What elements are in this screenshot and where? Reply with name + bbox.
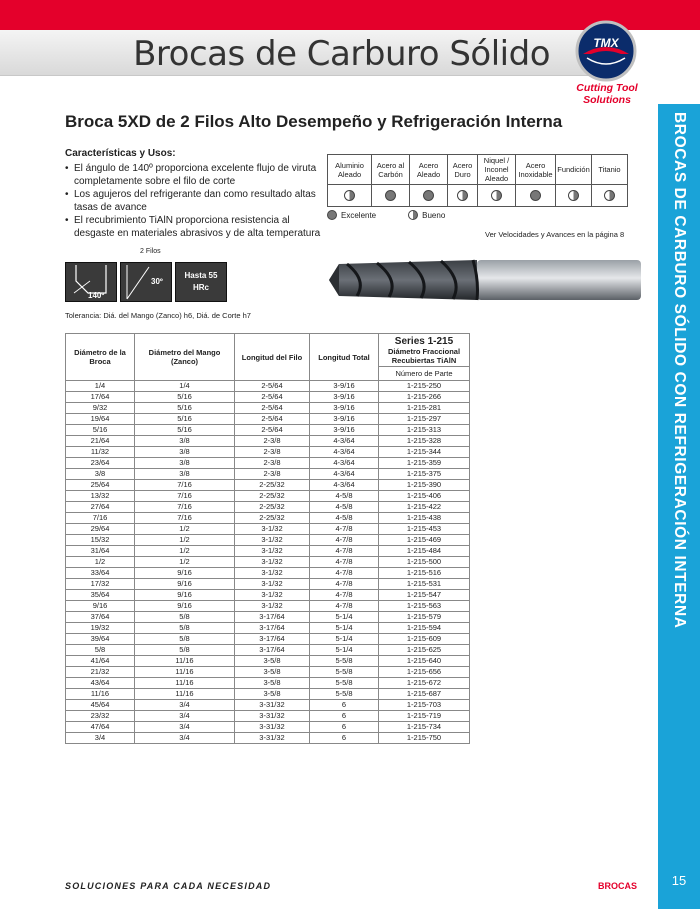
table-cell: 3-9/16: [310, 414, 379, 425]
table-cell: 2-3/8: [235, 447, 310, 458]
table-row: [66, 381, 470, 392]
table-cell: 1/4: [66, 381, 135, 392]
table-cell: 1-215-281: [379, 403, 470, 414]
point-angle-label: 140º: [88, 291, 105, 300]
table-cell: 5/16: [66, 425, 135, 436]
hardness-label-2: HRc: [192, 283, 209, 292]
page-title: Brocas de Carburo Sólido: [133, 34, 550, 74]
table-cell: 1/2: [66, 557, 135, 568]
table-cell: 4-3/64: [310, 469, 379, 480]
table-cell: 2-5/64: [235, 381, 310, 392]
product-description: de 2 Filos Alto Desempeño y Refrigeración Interna: [155, 112, 563, 131]
table-cell: 1-215-375: [379, 469, 470, 480]
feature-item: • El ángulo de 140º proporciona excelente flujo de viruta completamente sobre el filo de corte: [65, 162, 325, 188]
footer-section: BROCAS: [598, 881, 638, 891]
logo-caption-top: Cutting Tool: [576, 82, 638, 94]
tolerance-note: Tolerancia: Diá. del Mango (Zanco) h6, Diá. de Corte h7: [65, 311, 251, 320]
legend-excellent: Excelente: [341, 210, 377, 220]
table-row: [66, 546, 470, 557]
series-header: [379, 334, 470, 367]
table-cell: 7/16: [135, 480, 235, 491]
rating-icon: [568, 190, 579, 201]
table-cell: 3-1/32: [235, 546, 310, 557]
table-row: [66, 590, 470, 601]
table-cell: 37/64: [66, 612, 135, 623]
table-cell: 1-215-500: [379, 557, 470, 568]
table-cell: 1-215-328: [379, 436, 470, 447]
table-cell: 3/8: [135, 447, 235, 458]
table-cell: 1/2: [135, 557, 235, 568]
table-cell: 4-7/8: [310, 535, 379, 546]
table-row: [66, 458, 470, 469]
table-cell: 6: [310, 700, 379, 711]
table-row: [66, 667, 470, 678]
table-row: [66, 678, 470, 689]
material-header: Aluminio Aleado: [328, 155, 372, 185]
table-cell: 11/16: [135, 678, 235, 689]
table-cell: 4-3/64: [310, 447, 379, 458]
feature-item: • Los agujeros del refrigerante dan como resultado altas tasas de avance: [65, 188, 325, 214]
logo-caption-bottom: Solutions: [583, 94, 631, 106]
table-cell: 47/64: [66, 722, 135, 733]
table-cell: 1-215-406: [379, 491, 470, 502]
part-number-header: Número de Parte: [379, 367, 470, 381]
tmx-logo: [575, 20, 637, 82]
table-cell: 4-7/8: [310, 546, 379, 557]
table-row: [66, 579, 470, 590]
table-cell: 3/8: [66, 469, 135, 480]
table-cell: 25/64: [66, 480, 135, 491]
table-cell: 19/32: [66, 623, 135, 634]
table-row: [66, 480, 470, 491]
table-cell: 1-215-390: [379, 480, 470, 491]
table-cell: 3-31/32: [235, 733, 310, 744]
material-header: Niquel / Inconel Aleado: [478, 155, 516, 185]
excellent-icon: [327, 210, 337, 220]
rating-icon: [385, 190, 396, 201]
table-cell: 1-215-734: [379, 722, 470, 733]
table-cell: 4-3/64: [310, 458, 379, 469]
table-cell: 1-215-297: [379, 414, 470, 425]
table-cell: 1-215-313: [379, 425, 470, 436]
table-cell: 3-1/32: [235, 524, 310, 535]
table-cell: 11/16: [135, 656, 235, 667]
rating-icon: [491, 190, 502, 201]
table-row: [66, 557, 470, 568]
table-row: [66, 623, 470, 634]
table-cell: 4-3/64: [310, 436, 379, 447]
table-cell: 3-17/64: [235, 623, 310, 634]
table-cell: 1-215-453: [379, 524, 470, 535]
table-cell: 45/64: [66, 700, 135, 711]
col-header: Longitud Total: [310, 334, 379, 381]
table-cell: 1-215-547: [379, 590, 470, 601]
drill-bit-image: [327, 250, 645, 312]
table-cell: 3/4: [66, 733, 135, 744]
table-cell: 7/16: [135, 491, 235, 502]
table-cell: 27/64: [66, 502, 135, 513]
table-cell: 1-215-687: [379, 689, 470, 700]
table-row: [66, 722, 470, 733]
table-cell: 1-215-531: [379, 579, 470, 590]
table-cell: 1-215-579: [379, 612, 470, 623]
table-cell: 4-5/8: [310, 513, 379, 524]
table-cell: 29/64: [66, 524, 135, 535]
table-row: [66, 403, 470, 414]
table-cell: 11/16: [135, 689, 235, 700]
table-cell: 2-5/64: [235, 403, 310, 414]
table-cell: 15/32: [66, 535, 135, 546]
flutes-label: 2 Filos: [140, 248, 161, 255]
table-cell: 3-17/64: [235, 612, 310, 623]
table-cell: 9/16: [135, 568, 235, 579]
features-list: [65, 162, 325, 240]
table-cell: 3-5/8: [235, 678, 310, 689]
side-banner-text: BROCAS DE CARBURO SÓLIDO CON REFRIGERACIÓN INTERNA: [671, 112, 688, 629]
table-row: [66, 612, 470, 623]
table-cell: 1-215-625: [379, 645, 470, 656]
table-cell: 3-31/32: [235, 700, 310, 711]
table-cell: 1-215-640: [379, 656, 470, 667]
table-cell: 2-3/8: [235, 469, 310, 480]
table-cell: 5/8: [135, 623, 235, 634]
table-header-row: [66, 334, 470, 367]
table-cell: 13/32: [66, 491, 135, 502]
page-number: 15: [671, 873, 687, 888]
table-cell: 4-7/8: [310, 524, 379, 535]
table-cell: 1-215-609: [379, 634, 470, 645]
table-row: [66, 568, 470, 579]
table-cell: 3-9/16: [310, 403, 379, 414]
table-cell: 1-215-656: [379, 667, 470, 678]
table-cell: 23/32: [66, 711, 135, 722]
table-cell: 7/16: [66, 513, 135, 524]
table-cell: 3/8: [135, 436, 235, 447]
table-cell: 21/32: [66, 667, 135, 678]
table-cell: 9/16: [135, 590, 235, 601]
table-cell: 7/16: [135, 502, 235, 513]
table-cell: 5/8: [135, 645, 235, 656]
product-name: Broca 5XD: [65, 112, 151, 131]
table-row: [66, 733, 470, 744]
legend-good: Bueno: [422, 210, 446, 220]
series-title: Series 1-215: [394, 336, 454, 347]
table-cell: 4-7/8: [310, 557, 379, 568]
table-cell: 4-7/8: [310, 601, 379, 612]
table-cell: 5-5/8: [310, 678, 379, 689]
table-cell: 3-1/32: [235, 590, 310, 601]
table-cell: 3/4: [135, 733, 235, 744]
table-cell: 3/4: [135, 722, 235, 733]
table-cell: 3-17/64: [235, 645, 310, 656]
table-cell: 1/2: [135, 535, 235, 546]
table-cell: 23/64: [66, 458, 135, 469]
table-cell: 1-215-266: [379, 392, 470, 403]
table-cell: 1-215-422: [379, 502, 470, 513]
table-cell: 1-215-484: [379, 546, 470, 557]
table-row: [66, 414, 470, 425]
table-cell: 1-215-719: [379, 711, 470, 722]
table-row: [66, 469, 470, 480]
table-cell: 33/64: [66, 568, 135, 579]
table-cell: 11/16: [135, 667, 235, 678]
table-cell: 5/8: [135, 612, 235, 623]
materials-rating-row: [328, 185, 628, 207]
table-cell: 5/16: [135, 392, 235, 403]
table-row: [66, 700, 470, 711]
table-cell: 3-9/16: [310, 392, 379, 403]
rating-icon: [423, 190, 434, 201]
table-cell: 7/16: [135, 513, 235, 524]
table-cell: 2-5/64: [235, 414, 310, 425]
material-header: Acero Duro: [448, 155, 478, 185]
table-cell: 3-5/8: [235, 667, 310, 678]
table-cell: 5/16: [135, 403, 235, 414]
material-header: Titanio: [592, 155, 628, 185]
table-cell: 2-25/32: [235, 513, 310, 524]
features-title: Características y Usos:: [65, 148, 176, 159]
logo-text: TMX: [593, 36, 619, 50]
table-row: [66, 656, 470, 667]
ratings-legend: [327, 210, 445, 220]
table-cell: 43/64: [66, 678, 135, 689]
table-cell: 1-215-750: [379, 733, 470, 744]
table-cell: 5-5/8: [310, 689, 379, 700]
materials-table: [327, 154, 628, 207]
table-cell: 1-215-469: [379, 535, 470, 546]
table-cell: 39/64: [66, 634, 135, 645]
table-cell: 3/4: [135, 711, 235, 722]
table-cell: 3-5/8: [235, 656, 310, 667]
product-heading: [65, 112, 562, 132]
table-cell: 1/2: [135, 524, 235, 535]
table-cell: 3-1/32: [235, 568, 310, 579]
material-header: Acero Inoxidable: [516, 155, 556, 185]
col-header: Longitud del Filo: [235, 334, 310, 381]
table-cell: 3-1/32: [235, 535, 310, 546]
table-cell: 5/16: [135, 425, 235, 436]
table-cell: 2-25/32: [235, 502, 310, 513]
table-cell: 21/64: [66, 436, 135, 447]
table-cell: 9/32: [66, 403, 135, 414]
table-cell: 3-9/16: [310, 381, 379, 392]
table-cell: 3/4: [135, 700, 235, 711]
table-cell: 4-7/8: [310, 590, 379, 601]
table-cell: 17/64: [66, 392, 135, 403]
table-cell: 11/32: [66, 447, 135, 458]
table-cell: 9/16: [135, 601, 235, 612]
table-cell: 11/16: [66, 689, 135, 700]
table-row: [66, 425, 470, 436]
table-cell: 1-215-594: [379, 623, 470, 634]
table-cell: 3-5/8: [235, 689, 310, 700]
table-cell: 4-7/8: [310, 568, 379, 579]
material-header: Acero al Carbón: [372, 155, 410, 185]
table-row: [66, 601, 470, 612]
rating-icon: [457, 190, 468, 201]
table-cell: 5/8: [66, 645, 135, 656]
series-subtitle: Diámetro Fraccional Recubiertas TiAlN: [387, 347, 461, 365]
table-cell: 3-9/16: [310, 425, 379, 436]
table-cell: 3-1/32: [235, 557, 310, 568]
table-row: [66, 513, 470, 524]
table-cell: 2-5/64: [235, 392, 310, 403]
table-row: [66, 447, 470, 458]
table-cell: 4-5/8: [310, 502, 379, 513]
table-cell: 5/8: [135, 634, 235, 645]
helix-angle-label: 30º: [151, 277, 163, 286]
drill-sizes-table: [65, 333, 470, 744]
table-cell: 2-3/8: [235, 458, 310, 469]
table-cell: 5-1/4: [310, 623, 379, 634]
materials-header-row: [328, 155, 628, 185]
table-row: [66, 491, 470, 502]
table-cell: 1/4: [135, 381, 235, 392]
table-cell: 17/32: [66, 579, 135, 590]
table-row: [66, 436, 470, 447]
table-cell: 1/2: [135, 546, 235, 557]
table-cell: 1-215-703: [379, 700, 470, 711]
feature-item: • El recubrimiento TiAlN proporciona resistencia al desgaste en materiales abrasivos y de alta temperatura: [65, 214, 325, 240]
table-cell: 3-31/32: [235, 711, 310, 722]
table-cell: 3/8: [135, 458, 235, 469]
table-cell: 31/64: [66, 546, 135, 557]
hardness-label-1: Hasta 55: [184, 271, 218, 280]
table-row: [66, 535, 470, 546]
material-header: Fundición: [556, 155, 592, 185]
table-cell: 5/16: [135, 414, 235, 425]
table-cell: 4-5/8: [310, 491, 379, 502]
table-row: [66, 524, 470, 535]
footer-tagline: SOLUCIONES PARA CADA NECESIDAD: [65, 881, 272, 891]
table-body: [66, 381, 470, 744]
hardness-icon: [175, 262, 227, 302]
table-row: [66, 634, 470, 645]
table-cell: 41/64: [66, 656, 135, 667]
table-cell: 5-5/8: [310, 667, 379, 678]
rating-icon: [530, 190, 541, 201]
table-cell: 5-1/4: [310, 634, 379, 645]
rating-icon: [344, 190, 355, 201]
table-cell: 3-31/32: [235, 722, 310, 733]
speeds-feeds-note: Ver Velocidades y Avances en la página 8: [485, 230, 625, 239]
table-row: [66, 645, 470, 656]
table-cell: 3-17/64: [235, 634, 310, 645]
table-row: [66, 392, 470, 403]
table-cell: 1-215-438: [379, 513, 470, 524]
table-cell: 1-215-344: [379, 447, 470, 458]
good-icon: [408, 210, 418, 220]
table-cell: 4-7/8: [310, 579, 379, 590]
table-cell: 1-215-250: [379, 381, 470, 392]
table-cell: 2-25/32: [235, 491, 310, 502]
table-cell: 6: [310, 711, 379, 722]
table-cell: 9/16: [66, 601, 135, 612]
helix-angle-icon: [120, 262, 172, 302]
material-header: Acero Aleado: [410, 155, 448, 185]
table-cell: 2-3/8: [235, 436, 310, 447]
table-cell: 1-215-563: [379, 601, 470, 612]
table-cell: 2-5/64: [235, 425, 310, 436]
table-cell: 6: [310, 722, 379, 733]
rating-icon: [604, 190, 615, 201]
table-cell: 3-1/32: [235, 601, 310, 612]
table-cell: 1-215-359: [379, 458, 470, 469]
table-cell: 3-1/32: [235, 579, 310, 590]
col-header: Diámetro del Mango (Zanco): [135, 334, 235, 381]
table-cell: 5-1/4: [310, 612, 379, 623]
table-cell: 35/64: [66, 590, 135, 601]
table-row: [66, 502, 470, 513]
table-cell: 1-215-516: [379, 568, 470, 579]
table-cell: 9/16: [135, 579, 235, 590]
table-cell: 4-3/64: [310, 480, 379, 491]
table-cell: 6: [310, 733, 379, 744]
table-cell: 5-1/4: [310, 645, 379, 656]
table-row: [66, 711, 470, 722]
table-cell: 19/64: [66, 414, 135, 425]
table-cell: 1-215-672: [379, 678, 470, 689]
col-header: Diámetro de la Broca: [66, 334, 135, 381]
table-cell: 2-25/32: [235, 480, 310, 491]
point-angle-icon: [65, 262, 117, 302]
table-row: [66, 689, 470, 700]
table-cell: 5-5/8: [310, 656, 379, 667]
table-cell: 3/8: [135, 469, 235, 480]
